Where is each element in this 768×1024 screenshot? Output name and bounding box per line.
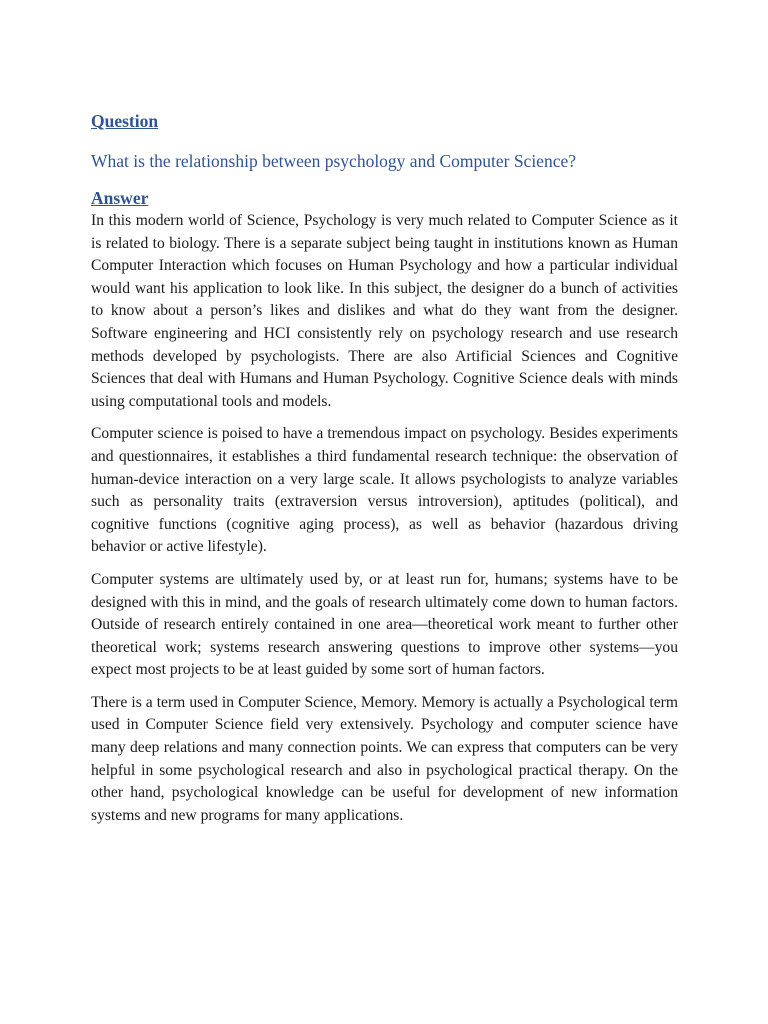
question-heading: Question xyxy=(91,111,159,131)
answer-paragraph-3: Computer systems are ultimately used by, or at least run for, humans; systems have to be designed with this in mind, and the goals of research ultimately come down to human factors. Outside of research entirely contained in one area—theoretical work meant to further other theoretical work; systems research answering questions to improve other systems—you expect most projects to be at least guided by some sort of human factors. xyxy=(91,570,678,679)
question-text: What is the relationship between psychology and Computer Science? xyxy=(91,151,577,171)
document-page xyxy=(91,108,678,837)
answer-paragraph-4: There is a term used in Computer Science, Memory. Memory is actually a Psychological term used in Computer Science field very extensively. Psychology and computer science have many deep relations and many connection points. We can express that computers can be very helpful in some psychological research and also in psychological practical therapy. On the other hand, psychological knowledge can be useful for development of new information systems and new programs for many applications. xyxy=(91,693,678,824)
answer-paragraph-1: In this modern world of Science, Psychology is very much related to Computer Science as it is related to biology. There is a separate subject being taught in institutions known as Human Computer Interaction which focuses on Human Psychology and how a particular individual would want his application to look like. In this subject, the designer do a bunch of activities to know about a person’s likes and dislikes and what do they want from the designer. Software engineering and HCI consistently rely on psychology research and use research methods developed by psychologists. There are also Artificial Sciences and Cognitive Sciences that deal with Humans and Human Psychology. Cognitive Science deals with minds using computational tools and models. xyxy=(91,212,678,410)
answer-paragraph-2: Computer science is poised to have a tremendous impact on psychology. Besides experiments and questionnaires, it establishes a third fundamental research technique: the observation of human-device interaction on a very large scale. It allows psychologists to analyze variables such as personality traits (extraversion versus introversion), aptitudes (political), and cognitive functions (cognitive aging process), as well as behavior (hazardous driving behavior or active lifestyle). xyxy=(91,425,678,556)
answer-heading: Answer xyxy=(91,188,149,208)
